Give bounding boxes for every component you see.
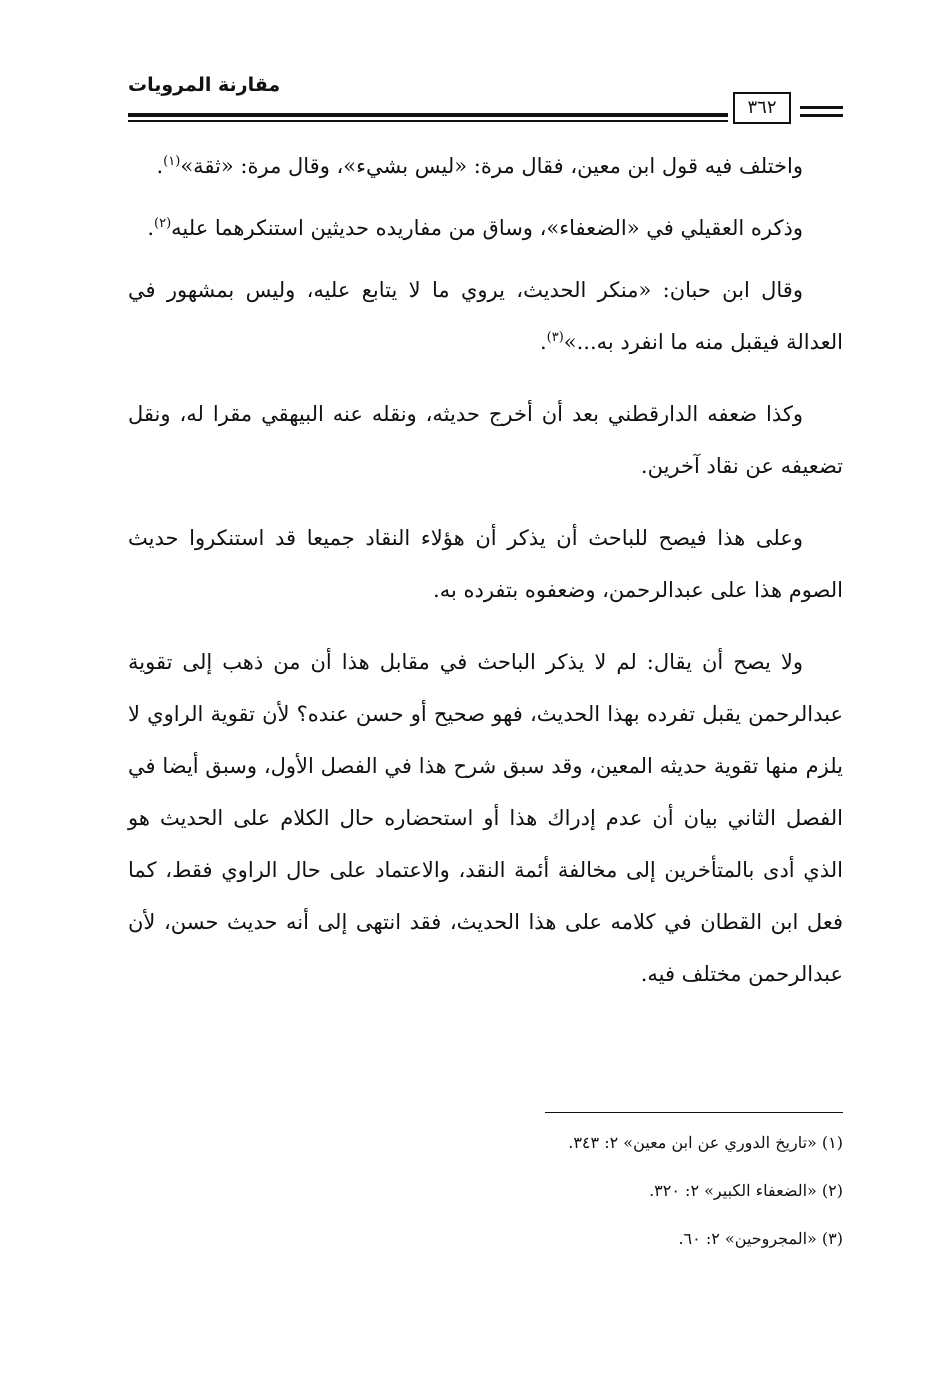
- running-title: مقارنة المرويات: [128, 74, 281, 96]
- footnote-ref[interactable]: (٣): [546, 330, 564, 345]
- footnote-ref[interactable]: (١): [163, 154, 181, 169]
- footnote-ref[interactable]: (٢): [154, 216, 172, 231]
- page-number: ٣٦٢: [733, 92, 791, 124]
- paragraph: وقال ابن حبان: «منكر الحديث، يروي ما لا يتابع عليه، وليس بمشهور في العدالة فيقبل منه ما انفرد به...»$^{(٣)}$.: [128, 278, 843, 354]
- header-rule-short-2: [800, 114, 843, 117]
- footnote: (٢) «الضعفاء الكبير» ٢: ٣٢٠.: [649, 1181, 843, 1200]
- footnote: (٣) «المجروحين» ٢: ٦٠.: [678, 1229, 843, 1248]
- body-text: [128, 140, 843, 1020]
- footnote-separator: [545, 1112, 843, 1113]
- header-rule-thin: [128, 120, 728, 122]
- page-header: [128, 72, 843, 128]
- footnote: (١) «تاريخ الدوري عن ابن معين» ٢: ٣٤٣.: [568, 1133, 843, 1152]
- header-rule-short-1: [800, 106, 843, 109]
- paragraph: ولا يصح أن يقال: لم لا يذكر الباحث في مقابل هذا أن من ذهب إلى تقوية عبدالرحمن يقبل تفرده بهذا الحديث، فهو صحيح أو حسن عنده؟ لأن تقوية الراوي لا يلزم منها تقوية حديثه المعين، وقد سبق شرح هذا في الفصل الأول، وسبق أيضا في الفصل الثاني بيان أن عدم إدراك هذا أو استحضاره حال الكلام على الحديث هو الذي أدى بالمتأخرين إلى مخالفة أئمة النقد، والاعتماد على حال الراوي فقط، كما فعل ابن القطان في كلامه على هذا الحديث، فقد انتهى إلى أنه حديث حسن، لأن عبدالرحمن مختلف فيه.: [128, 650, 843, 986]
- paragraph: واختلف فيه قول ابن معين، فقال مرة: «ليس بشيء»، وقال مرة: «ثقة»$^{(١)}$.: [156, 154, 803, 178]
- footnotes: [128, 1130, 843, 1274]
- paragraph: وذكره العقيلي في «الضعفاء»، وساق من مفاريده حديثين استنكرهما عليه$^{(٢)}$.: [147, 216, 803, 240]
- paragraph: وعلى هذا فيصح للباحث أن يذكر أن هؤلاء النقاد جميعا قد استنكروا حديث الصوم هذا على عبدالرحمن، وضعفوه بتفرده به.: [128, 526, 843, 602]
- paragraph: وكذا ضعفه الدارقطني بعد أن أخرج حديثه، ونقله عنه البيهقي مقرا له، ونقل تضعيفه عن نقاد آخرين.: [128, 402, 843, 478]
- header-rule-thick: [128, 113, 728, 117]
